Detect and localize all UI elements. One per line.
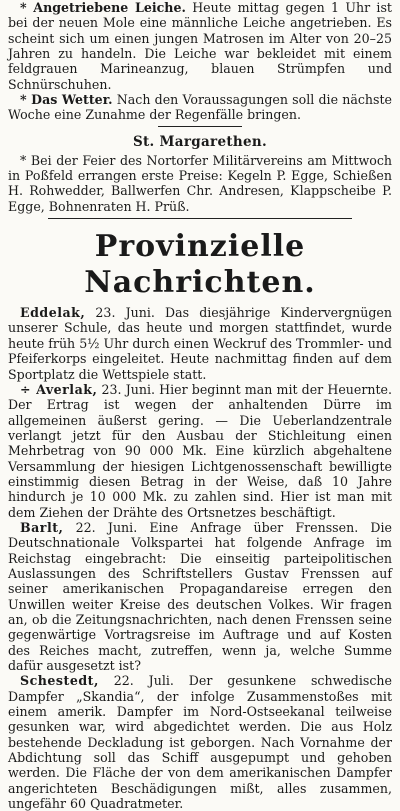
article-st-margarethen [8, 153, 392, 214]
article-place: ÷ Averlak, [20, 381, 98, 397]
article-body: 23. Juni. Hier beginnt man mit der Heuernte. Der Ertrag ist wegen der anhaltenden Dürre im allgemeinen äußerst gering. — Die Ueberlandzentrale verlangt jetzt für den Ausbau der Stichleitung einen Mehrbetrag von 90 000 Mk. Eine kürzlich abgehaltene Versammlung der hiesigen Lichtgenossenschaft bewilligte einstimmig diesen Betrag in der Weise, daß 10 Jahre hindurch je 10 000 Mk. zu zahlen sind. Hier ist man mit dem Ziehen der Drähte des Ortsnetzes beschäftigt. [8, 381, 392, 520]
article-body: Heute mittag gegen 1 Uhr ist bei der neuen Mole eine männliche Leiche angetrieben. Es scheint sich um einen jungen Matrosen im Alter von 20–25 Jahren zu handeln. Die Leiche war bekleidet mit einem feldgrauen Marineanzug, blauen Strümpfen und Schnürschuhen. [8, 0, 392, 92]
page-heading-provinzielle-nachrichten: Provinzielle Nachrichten. [84, 229, 316, 301]
article-body: 23. Juni. Das diesjährige Kindervergnügen unserer Schule, das heute und morgen stattfindet, wurde heute früh 5½ Uhr durch einen Weckruf des Trommler- und Pfeiferkorps eingeleitet. Heute nachmittag finden auf dem Sportplatz die Wettspiele statt. [8, 305, 392, 382]
article-barlt [8, 520, 392, 673]
article-place: Barlt, [20, 519, 64, 535]
article-place: Schestedt, [20, 673, 99, 689]
article-body: 22. Juni. Eine Anfrage über Frenssen. Die Deutschnationale Volkspartei hat folgende Anfrage im Reichstag eingebracht: Die einseitig parteipolitischen Auslassungen des Schriftstellers Gustav Frenssen auf seiner amerikanischen Propagandareise erregen den Unwillen weiter Kreise des deutschen Volkes. Wir fragen an, ob die Zeitungsnachrichten, nach denen Frenssen seine gegenwärtige Vortragsreise im Auftrage und auf Kosten des Reiches macht, zutreffen, wenn ja, welche Summe dafür ausgesetzt ist? [8, 519, 392, 674]
article-body: 22. Juli. Der gesunkene schwedische Dampfer „Skandia“, der infolge Zusammenstoßes mit einem amerik. Dampfer im Nord-Ostseekanal teilweise gesunken war, wird abgedichtet werden. Die aus Holz bestehende Deckladung ist geborgen. Nach Vornahme der Abdichtung soll das Schiff ausgepumpt und gehoben werden. Die Fläche der von dem amerikanischen Dampfer angerichteten Beschädigungen mißt, alles zusammen, ungefähr 60 Quadratmeter. [8, 673, 392, 811]
section-title-st-margarethen: St. Margarethen. [132, 133, 268, 150]
article-place: Eddelak, [20, 305, 86, 321]
article-angetriebene-leiche [8, 0, 392, 92]
section-divider [158, 126, 242, 127]
article-schestedt [8, 673, 392, 811]
article-body: * Bei der Feier des Nortorfer Militärvereins am Mittwoch in Poßfeld errangen erste Preise: Kegeln P. Egge, Schießen H. Rohwedder, Ballwerfen Chr. Andresen, Klappscheibe P. Egge, Bohnenraten H. Prüß. [8, 152, 392, 214]
article-wetter [8, 92, 392, 123]
article-eddelak [8, 305, 392, 382]
article-title: * Angetriebene Leiche. [20, 0, 186, 15]
article-body: Nach den Voraussagungen soll die nächste Woche eine Zunahme der Regenfälle bringen. [8, 92, 392, 123]
section-divider [48, 218, 352, 219]
article-averlak [8, 382, 392, 520]
article-title: * Das Wetter. [20, 92, 113, 108]
